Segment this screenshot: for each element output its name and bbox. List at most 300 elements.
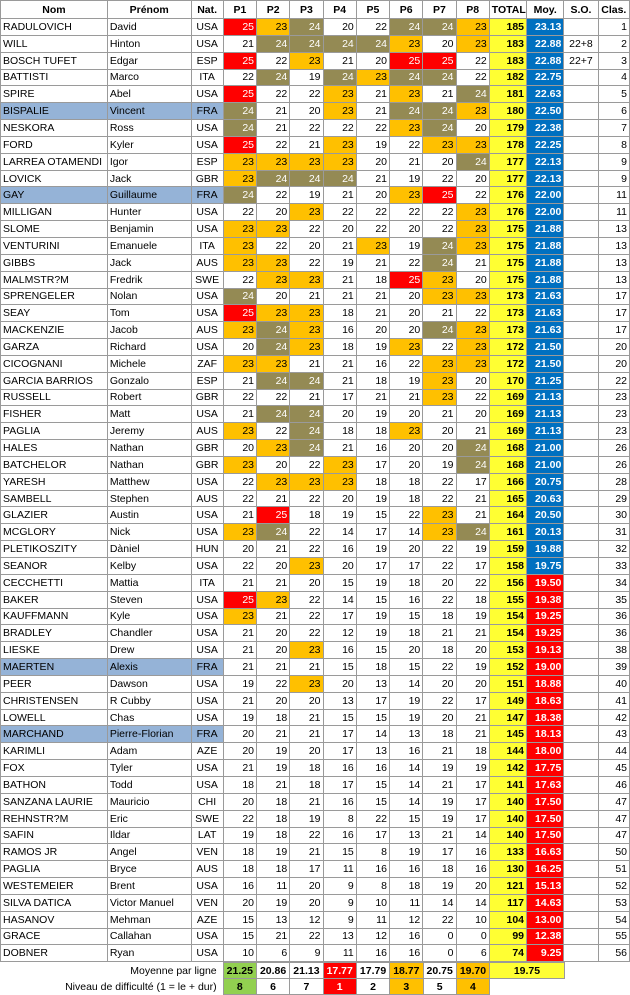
nationality-cell: ESP xyxy=(191,52,223,69)
table-row xyxy=(1,659,630,676)
round-score-cell: 14 xyxy=(423,894,456,911)
shootout-cell xyxy=(564,608,598,625)
round-score-cell: 21 xyxy=(456,625,489,642)
round-score-cell: 19 xyxy=(423,810,456,827)
round-score-cell: 20 xyxy=(257,692,290,709)
first-name-cell: Jeremy xyxy=(107,423,191,440)
shootout-cell xyxy=(564,844,598,861)
average-label: Moyenne par ligne xyxy=(130,964,217,977)
table-row xyxy=(1,170,630,187)
average-cell: 9.25 xyxy=(527,945,564,962)
shootout-cell xyxy=(564,237,598,254)
round-score-cell: 21 xyxy=(356,86,389,103)
round-score-cell: 16 xyxy=(323,322,356,339)
round-score-cell: 22 xyxy=(223,490,256,507)
total-cell: 117 xyxy=(489,894,526,911)
shootout-cell xyxy=(564,911,598,928)
round-score-cell: 24 xyxy=(423,103,456,120)
round-score-cell: 20 xyxy=(223,541,256,558)
round-score-cell: 23 xyxy=(390,120,423,137)
round-score-cell: 22 xyxy=(390,136,423,153)
round-score-cell: 17 xyxy=(456,558,489,575)
round-score-cell: 23 xyxy=(423,136,456,153)
nationality-cell: USA xyxy=(191,339,223,356)
round-score-cell: 20 xyxy=(390,322,423,339)
table-row xyxy=(1,355,630,372)
round-score-cell: 18 xyxy=(356,372,389,389)
total-cell: 175 xyxy=(489,271,526,288)
table-row xyxy=(1,35,630,52)
last-name-cell: PEER xyxy=(1,675,108,692)
last-name-cell: MCGLORY xyxy=(1,524,108,541)
round-score-cell: 20 xyxy=(290,574,323,591)
round-score-cell: 21 xyxy=(290,726,323,743)
rank-cell: 13 xyxy=(598,221,629,238)
round-score-cell: 23 xyxy=(423,372,456,389)
round-score-cell: 24 xyxy=(257,322,290,339)
rank-cell: 34 xyxy=(598,574,629,591)
round-score-cell: 21 xyxy=(423,776,456,793)
shootout-cell xyxy=(564,271,598,288)
round-score-cell: 15 xyxy=(356,709,389,726)
round-score-cell: 17 xyxy=(456,810,489,827)
round-score-cell: 18 xyxy=(257,793,290,810)
round-score-cell: 21 xyxy=(323,187,356,204)
table-row xyxy=(1,456,630,473)
rank-cell: 52 xyxy=(598,878,629,895)
total-cell: 158 xyxy=(489,558,526,575)
last-name-cell: LARREA OTAMENDI xyxy=(1,153,108,170)
round-score-cell: 18 xyxy=(423,608,456,625)
round-score-cell: 11 xyxy=(323,861,356,878)
last-name-cell: MACKENZIE xyxy=(1,322,108,339)
shootout-cell xyxy=(564,945,598,962)
table-row xyxy=(1,372,630,389)
round-score-cell: 20 xyxy=(323,19,356,36)
avg-total: 19.75 xyxy=(490,963,565,979)
rank-cell: 44 xyxy=(598,743,629,760)
shootout-cell xyxy=(564,120,598,137)
table-row xyxy=(1,709,630,726)
nationality-cell: USA xyxy=(191,507,223,524)
round-score-cell: 18 xyxy=(290,760,323,777)
round-score-cell: 24 xyxy=(290,170,323,187)
round-score-cell: 18 xyxy=(390,625,423,642)
round-score-cell: 13 xyxy=(323,928,356,945)
round-score-cell: 23 xyxy=(390,35,423,52)
nationality-cell: ESP xyxy=(191,153,223,170)
round-score-cell: 20 xyxy=(323,675,356,692)
total-cell: 166 xyxy=(489,473,526,490)
round-score-cell: 19 xyxy=(423,760,456,777)
total-cell: 178 xyxy=(489,136,526,153)
first-name-cell: Jacob xyxy=(107,322,191,339)
round-score-cell: 9 xyxy=(323,911,356,928)
round-score-cell: 20 xyxy=(323,221,356,238)
average-cell: 19.25 xyxy=(527,625,564,642)
rank-cell: 46 xyxy=(598,776,629,793)
last-name-cell: REHNSTR?M xyxy=(1,810,108,827)
round-score-cell: 22 xyxy=(423,558,456,575)
round-score-cell: 21 xyxy=(323,372,356,389)
round-score-cell: 23 xyxy=(356,237,389,254)
rank-cell: 36 xyxy=(598,625,629,642)
first-name-cell: Steven xyxy=(107,591,191,608)
round-score-cell: 19 xyxy=(456,760,489,777)
average-cell: 19.88 xyxy=(527,541,564,558)
first-name-cell: Igor xyxy=(107,153,191,170)
average-cell: 21.63 xyxy=(527,288,564,305)
table-row xyxy=(1,271,630,288)
round-score-cell: 22 xyxy=(257,136,290,153)
table-row xyxy=(1,726,630,743)
nationality-cell: USA xyxy=(191,136,223,153)
round-score-cell: 17 xyxy=(356,524,389,541)
round-score-cell: 24 xyxy=(290,19,323,36)
round-score-cell: 20 xyxy=(423,35,456,52)
round-score-cell: 20 xyxy=(223,440,256,457)
table-row xyxy=(1,86,630,103)
nationality-cell: GBR xyxy=(191,456,223,473)
shootout-cell xyxy=(564,659,598,676)
rank-cell: 2 xyxy=(598,35,629,52)
average-cell: 21.13 xyxy=(527,389,564,406)
nationality-cell: FRA xyxy=(191,659,223,676)
table-row xyxy=(1,878,630,895)
round-score-cell: 19 xyxy=(390,237,423,254)
round-score-cell: 22 xyxy=(390,254,423,271)
round-score-cell: 21 xyxy=(290,389,323,406)
round-score-cell: 22 xyxy=(223,558,256,575)
last-name-cell: SANZANA LAURIE xyxy=(1,793,108,810)
shootout-cell xyxy=(564,187,598,204)
last-name-cell: LIESKE xyxy=(1,642,108,659)
nationality-cell: USA xyxy=(191,406,223,423)
column-header: P8 xyxy=(456,1,489,19)
round-score-cell: 20 xyxy=(390,305,423,322)
round-score-cell: 21 xyxy=(323,355,356,372)
average-cell: 19.13 xyxy=(527,642,564,659)
round-score-cell: 13 xyxy=(390,827,423,844)
round-score-cell: 21 xyxy=(257,103,290,120)
round-score-cell: 18 xyxy=(456,591,489,608)
round-score-cell: 21 xyxy=(423,743,456,760)
nationality-cell: USA xyxy=(191,675,223,692)
total-cell: 181 xyxy=(489,86,526,103)
round-score-cell: 24 xyxy=(423,322,456,339)
round-score-cell: 19 xyxy=(456,659,489,676)
rank-cell: 5 xyxy=(598,86,629,103)
round-score-cell: 19 xyxy=(257,894,290,911)
round-score-cell: 22 xyxy=(456,52,489,69)
round-score-cell: 23 xyxy=(456,339,489,356)
total-cell: 161 xyxy=(489,524,526,541)
last-name-cell: SAMBELL xyxy=(1,490,108,507)
shootout-cell xyxy=(564,288,598,305)
average-cell: 19.38 xyxy=(527,591,564,608)
first-name-cell: Jack xyxy=(107,254,191,271)
shootout-cell xyxy=(564,675,598,692)
round-score-cell: 20 xyxy=(356,52,389,69)
last-name-cell: LOVICK xyxy=(1,170,108,187)
round-score-cell: 22 xyxy=(223,810,256,827)
round-score-cell: 18 xyxy=(223,861,256,878)
nationality-cell: USA xyxy=(191,928,223,945)
round-score-cell: 22 xyxy=(290,86,323,103)
round-score-cell: 17 xyxy=(456,793,489,810)
round-score-cell: 14 xyxy=(356,726,389,743)
round-score-cell: 24 xyxy=(257,69,290,86)
round-score-cell: 23 xyxy=(290,473,323,490)
round-score-cell: 23 xyxy=(290,153,323,170)
last-name-cell: PAGLIA xyxy=(1,423,108,440)
last-name-cell: GLAZIER xyxy=(1,507,108,524)
first-name-cell: Nathan xyxy=(107,440,191,457)
last-name-cell: CECCHETTI xyxy=(1,574,108,591)
last-name-cell: KAUFFMANN xyxy=(1,608,108,625)
shootout-cell xyxy=(564,490,598,507)
table-row xyxy=(1,339,630,356)
rank-cell: 43 xyxy=(598,726,629,743)
shootout-cell xyxy=(564,507,598,524)
round-score-cell: 15 xyxy=(323,709,356,726)
average-cell: 21.13 xyxy=(527,406,564,423)
round-score-cell: 17 xyxy=(456,776,489,793)
table-row xyxy=(1,237,630,254)
round-score-cell: 10 xyxy=(456,911,489,928)
table-row xyxy=(1,204,630,221)
last-name-cell: GARZA xyxy=(1,339,108,356)
total-cell: 74 xyxy=(489,945,526,962)
first-name-cell: Robert xyxy=(107,389,191,406)
last-name-cell: CHRISTENSEN xyxy=(1,692,108,709)
nationality-cell: USA xyxy=(191,558,223,575)
round-score-cell: 12 xyxy=(290,911,323,928)
rank-cell: 29 xyxy=(598,490,629,507)
summary-footer xyxy=(0,962,630,995)
rank-cell: 50 xyxy=(598,844,629,861)
round-score-cell: 19 xyxy=(456,608,489,625)
round-score-cell: 20 xyxy=(456,675,489,692)
round-score-cell: 22 xyxy=(290,490,323,507)
round-score-cell: 24 xyxy=(257,406,290,423)
round-score-cell: 17 xyxy=(290,861,323,878)
round-score-cell: 6 xyxy=(257,945,290,962)
round-score-cell: 15 xyxy=(356,776,389,793)
nationality-cell: ITA xyxy=(191,69,223,86)
round-score-cell: 18 xyxy=(423,861,456,878)
last-name-cell: RADULOVICH xyxy=(1,19,108,36)
round-score-cell: 19 xyxy=(290,69,323,86)
average-cell: 20.75 xyxy=(527,473,564,490)
rank-cell: 38 xyxy=(598,642,629,659)
round-score-cell: 23 xyxy=(456,136,489,153)
round-score-cell: 23 xyxy=(390,339,423,356)
avg-p7: 20.75 xyxy=(423,963,456,979)
round-score-cell: 23 xyxy=(223,456,256,473)
round-score-cell: 22 xyxy=(423,204,456,221)
round-score-cell: 18 xyxy=(290,776,323,793)
round-score-cell: 23 xyxy=(290,642,323,659)
shootout-cell xyxy=(564,709,598,726)
round-score-cell: 0 xyxy=(423,945,456,962)
round-score-cell: 18 xyxy=(356,423,389,440)
last-name-cell: FOX xyxy=(1,760,108,777)
round-score-cell: 23 xyxy=(390,423,423,440)
first-name-cell: Fredrik xyxy=(107,271,191,288)
table-row xyxy=(1,894,630,911)
round-score-cell: 19 xyxy=(356,490,389,507)
nationality-cell: VEN xyxy=(191,844,223,861)
round-score-cell: 25 xyxy=(223,86,256,103)
first-name-cell: Tom xyxy=(107,305,191,322)
diff-p1: 8 xyxy=(223,979,256,995)
round-score-cell: 20 xyxy=(423,423,456,440)
avg-p1: 21.25 xyxy=(223,963,256,979)
total-cell: 99 xyxy=(489,928,526,945)
total-cell: 152 xyxy=(489,659,526,676)
nationality-cell: VEN xyxy=(191,894,223,911)
column-header: TOTAL xyxy=(489,1,526,19)
table-row xyxy=(1,541,630,558)
round-score-cell: 16 xyxy=(356,355,389,372)
nationality-cell: USA xyxy=(191,120,223,137)
first-name-cell: Guillaume xyxy=(107,187,191,204)
round-score-cell: 16 xyxy=(356,861,389,878)
total-cell: 173 xyxy=(489,305,526,322)
rank-cell: 42 xyxy=(598,709,629,726)
round-score-cell: 15 xyxy=(223,911,256,928)
rank-cell: 56 xyxy=(598,945,629,962)
round-score-cell: 21 xyxy=(456,507,489,524)
round-score-cell: 25 xyxy=(423,187,456,204)
round-score-cell: 23 xyxy=(323,86,356,103)
round-score-cell: 23 xyxy=(456,35,489,52)
round-score-cell: 23 xyxy=(390,86,423,103)
shootout-cell xyxy=(564,541,598,558)
round-score-cell: 24 xyxy=(290,35,323,52)
nationality-cell: USA xyxy=(191,709,223,726)
total-cell: 153 xyxy=(489,642,526,659)
round-score-cell: 22 xyxy=(257,86,290,103)
round-score-cell: 22 xyxy=(223,389,256,406)
first-name-cell: Nick xyxy=(107,524,191,541)
table-row xyxy=(1,69,630,86)
nationality-cell: USA xyxy=(191,591,223,608)
round-score-cell: 23 xyxy=(290,675,323,692)
round-score-cell: 20 xyxy=(323,558,356,575)
round-score-cell: 24 xyxy=(456,440,489,457)
nationality-cell: AUS xyxy=(191,861,223,878)
round-score-cell: 9 xyxy=(290,945,323,962)
first-name-cell: Vincent xyxy=(107,103,191,120)
shootout-cell xyxy=(564,322,598,339)
last-name-cell: BATHON xyxy=(1,776,108,793)
round-score-cell: 23 xyxy=(223,237,256,254)
average-cell: 22.25 xyxy=(527,136,564,153)
last-name-cell: NESKORA xyxy=(1,120,108,137)
total-cell: 179 xyxy=(489,120,526,137)
round-score-cell: 21 xyxy=(423,625,456,642)
average-cell: 17.63 xyxy=(527,776,564,793)
round-score-cell: 23 xyxy=(223,608,256,625)
round-score-cell: 0 xyxy=(456,928,489,945)
round-score-cell: 19 xyxy=(390,709,423,726)
last-name-cell: RUSSELL xyxy=(1,389,108,406)
total-cell: 172 xyxy=(489,355,526,372)
round-score-cell: 15 xyxy=(323,574,356,591)
last-name-cell: YARESH xyxy=(1,473,108,490)
round-score-cell: 17 xyxy=(356,456,389,473)
shootout-cell xyxy=(564,355,598,372)
nationality-cell: USA xyxy=(191,776,223,793)
first-name-cell: Edgar xyxy=(107,52,191,69)
table-row xyxy=(1,490,630,507)
first-name-cell: Jack xyxy=(107,170,191,187)
nationality-cell: USA xyxy=(191,305,223,322)
round-score-cell: 10 xyxy=(223,945,256,962)
total-cell: 104 xyxy=(489,911,526,928)
round-score-cell: 21 xyxy=(423,305,456,322)
round-score-cell: 21 xyxy=(290,288,323,305)
round-score-cell: 21 xyxy=(257,120,290,137)
round-score-cell: 20 xyxy=(390,456,423,473)
round-score-cell: 22 xyxy=(390,204,423,221)
last-name-cell: CICOGNANI xyxy=(1,355,108,372)
round-score-cell: 19 xyxy=(356,339,389,356)
nationality-cell: AUS xyxy=(191,254,223,271)
table-row xyxy=(1,692,630,709)
round-score-cell: 24 xyxy=(290,372,323,389)
rank-cell: 11 xyxy=(598,187,629,204)
round-score-cell: 24 xyxy=(423,254,456,271)
round-score-cell: 16 xyxy=(390,591,423,608)
round-score-cell: 20 xyxy=(223,743,256,760)
round-score-cell: 21 xyxy=(290,793,323,810)
round-score-cell: 18 xyxy=(456,743,489,760)
round-score-cell: 23 xyxy=(456,288,489,305)
round-score-cell: 16 xyxy=(390,861,423,878)
last-name-cell: RAMOS JR xyxy=(1,844,108,861)
round-score-cell: 20 xyxy=(290,103,323,120)
round-score-cell: 23 xyxy=(323,153,356,170)
last-name-cell: VENTURINI xyxy=(1,237,108,254)
first-name-cell: Chandler xyxy=(107,625,191,642)
shootout-cell: 22+8 xyxy=(564,35,598,52)
round-score-cell: 19 xyxy=(223,827,256,844)
rank-cell: 23 xyxy=(598,389,629,406)
total-cell: 140 xyxy=(489,827,526,844)
round-score-cell: 14 xyxy=(323,591,356,608)
first-name-cell: Chas xyxy=(107,709,191,726)
round-score-cell: 16 xyxy=(356,760,389,777)
round-score-cell: 20 xyxy=(423,153,456,170)
round-score-cell: 12 xyxy=(323,625,356,642)
round-score-cell: 25 xyxy=(223,136,256,153)
round-score-cell: 20 xyxy=(223,726,256,743)
average-cell: 21.50 xyxy=(527,355,564,372)
column-header: P7 xyxy=(423,1,456,19)
last-name-cell: PAGLIA xyxy=(1,861,108,878)
shootout-cell xyxy=(564,389,598,406)
round-score-cell: 24 xyxy=(223,187,256,204)
round-score-cell: 20 xyxy=(456,642,489,659)
round-score-cell: 24 xyxy=(323,35,356,52)
average-cell: 13.00 xyxy=(527,911,564,928)
last-name-cell: WILL xyxy=(1,35,108,52)
average-cell: 17.50 xyxy=(527,827,564,844)
round-score-cell: 22 xyxy=(390,355,423,372)
